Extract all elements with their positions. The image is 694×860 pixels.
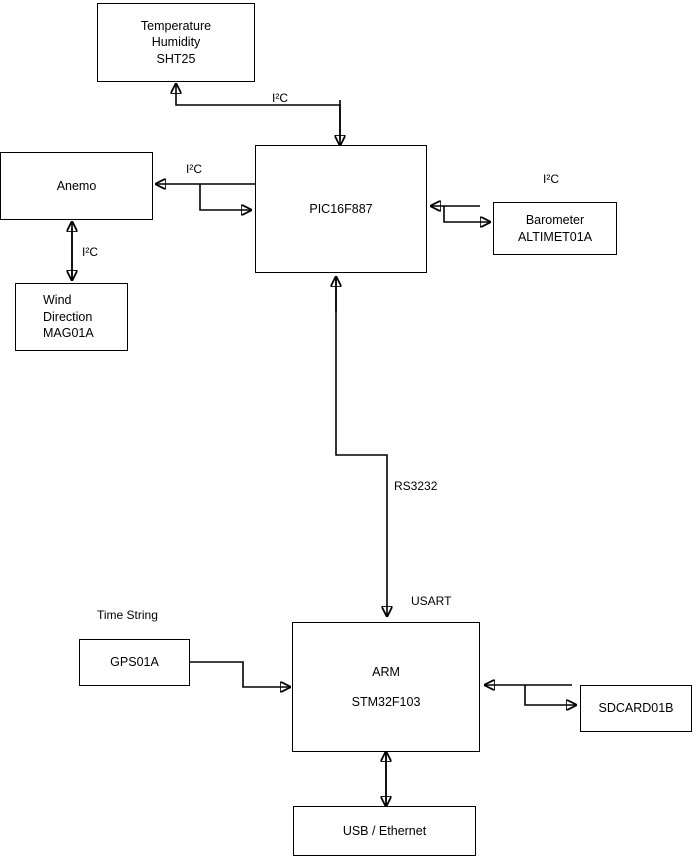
node-pic16f887-label: PIC16F887: [309, 201, 373, 216]
edge-label-i2c-barometer: I²C: [543, 172, 559, 186]
edge-label-i2c-anemo: I²C: [186, 162, 202, 176]
node-sht25-line-1: Temperature: [140, 18, 212, 33]
node-sdcard01b[interactable]: [580, 685, 692, 732]
node-sdcard01b-label: SDCARD01B: [598, 701, 674, 716]
edge-label-usart: USART: [411, 594, 452, 608]
node-usb-ethernet[interactable]: [293, 806, 476, 856]
node-sht25-line-2: Humidity: [151, 35, 201, 50]
node-gps01a[interactable]: [79, 639, 190, 686]
node-barometer[interactable]: [493, 202, 617, 255]
edge-label-i2c-sht25: I²C: [272, 91, 288, 105]
node-pic16f887[interactable]: [255, 145, 427, 273]
node-arm-line-1: ARM: [372, 665, 400, 679]
edge-label-rs3232: RS3232: [394, 479, 438, 493]
node-wind-direction[interactable]: [15, 283, 128, 351]
node-arm-stm32f103[interactable]: [292, 622, 480, 752]
wire-arm-to-sdcard: [525, 685, 576, 705]
node-anemo-label: Anemo: [56, 178, 97, 193]
node-arm-line-2: STM32F103: [351, 694, 421, 709]
wire-rs3232-bus: [336, 276, 387, 616]
node-wind-direction-line-1: Wind: [43, 293, 72, 308]
node-barometer-line-1: Barometer: [525, 213, 585, 227]
edge-label-time-string: Time String: [97, 608, 158, 622]
node-wind-direction-line-3: MAG01A: [43, 326, 94, 341]
wire-pic-to-barometer: [444, 206, 490, 222]
node-sht25-line-3: SHT25: [156, 51, 196, 66]
node-gps01a-label: GPS01A: [110, 655, 159, 670]
node-anemo[interactable]: [0, 152, 153, 220]
edge-label-i2c-winddir: I²C: [82, 245, 98, 259]
node-barometer-line-2: ALTIMET01A: [517, 229, 593, 244]
wire-pic-to-sht25: [176, 84, 340, 140]
wire-anemo-to-pic: [200, 184, 251, 210]
node-sht25[interactable]: [97, 3, 255, 82]
wire-gps-to-arm: [190, 662, 290, 687]
node-wind-direction-line-2: Direction: [43, 309, 93, 324]
node-usb-ethernet-label: USB / Ethernet: [342, 823, 427, 838]
